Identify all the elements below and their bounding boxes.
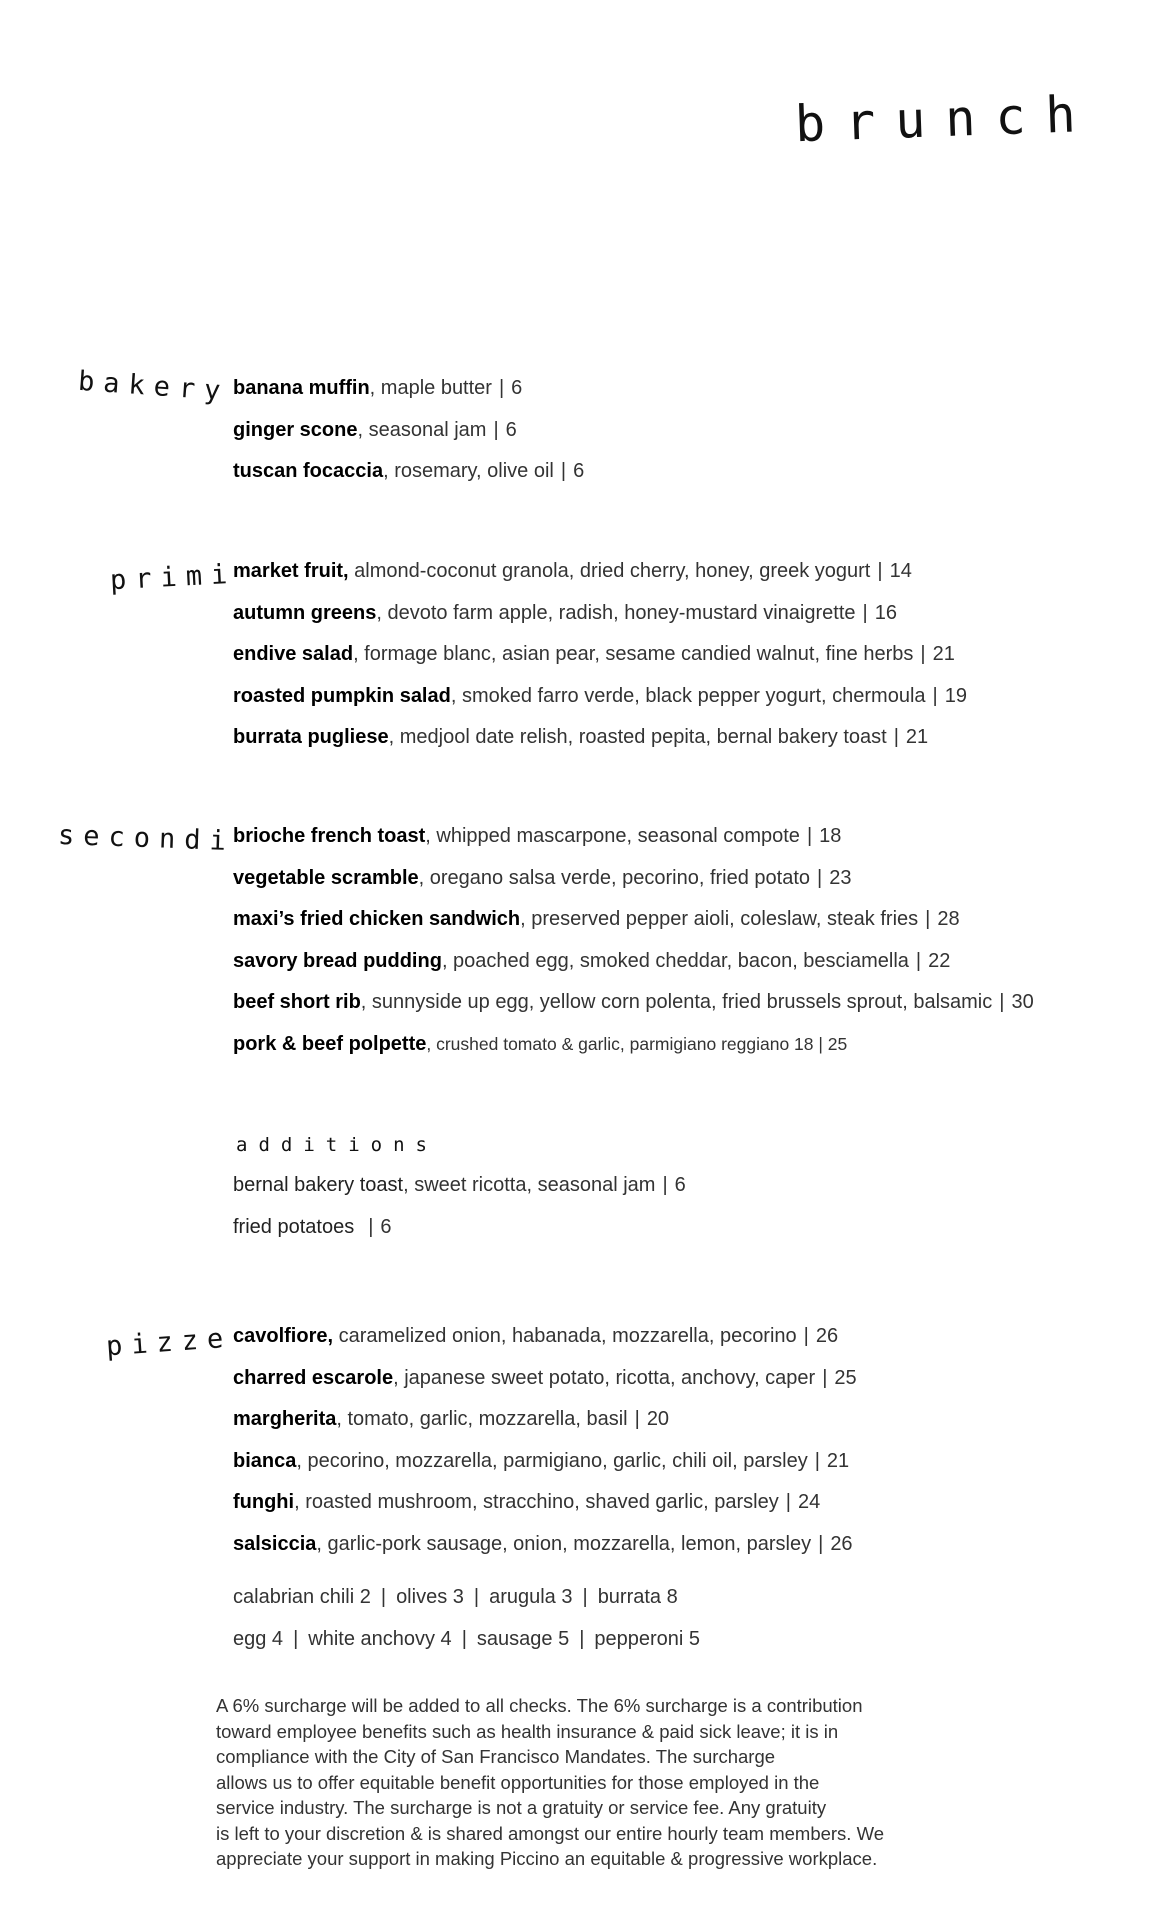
item-name: tuscan focaccia <box>233 460 384 482</box>
item-description: , tomato, garlic, mozzarella, basil <box>336 1408 628 1430</box>
item-description: caramelized onion, habanada, mozzarella, pecorino <box>333 1325 797 1347</box>
price-separator: | <box>806 825 813 847</box>
item-name: burrata pugliese <box>233 726 389 748</box>
section-label-bakery: bakery <box>77 365 231 408</box>
item-price: 24 <box>797 1491 821 1513</box>
price-separator: | <box>817 866 823 889</box>
menu-item <box>233 982 1034 1024</box>
item-name: brioche french toast <box>233 825 426 847</box>
surcharge-line: A 6% surcharge will be added to all checks. The 6% surcharge is a contribution <box>216 1695 863 1716</box>
item-name: bianca <box>233 1449 297 1472</box>
item-price: 21 <box>932 643 955 665</box>
toppings-row <box>233 1618 700 1660</box>
item-price: 6 <box>674 1174 686 1196</box>
item-name: market fruit, <box>233 560 349 582</box>
item-description: , crushed tomato & garlic, parmigiano reggiano 18 | 25 <box>426 1033 848 1054</box>
menu-item <box>233 858 1034 900</box>
surcharge-line: toward employee benefits such as health insurance & paid sick leave; it is in <box>216 1720 839 1742</box>
item-name: fried potatoes <box>233 1215 355 1238</box>
pizze-section <box>233 1316 857 1565</box>
item-name: savory bread pudding <box>233 949 442 972</box>
price-separator: | <box>999 991 1005 1013</box>
item-price: 19 <box>944 684 967 707</box>
item-name: cavolfiore, <box>233 1325 334 1347</box>
topping-separator: | <box>579 1628 585 1650</box>
item-name: funghi <box>233 1491 295 1513</box>
item-price: 26 <box>830 1532 853 1555</box>
item-description: almond-coconut granola, dried cherry, honey, greek yogurt <box>348 560 871 582</box>
price-separator: | <box>822 1366 828 1389</box>
item-name: banana muffin <box>233 377 370 399</box>
topping: arugula 3 <box>489 1586 573 1608</box>
price-separator: | <box>803 1325 809 1347</box>
item-description: , garlic-pork sausage, onion, mozzarella, lemon, parsley <box>316 1532 812 1555</box>
price-separator: | <box>915 949 922 972</box>
item-description: , seasonal jam <box>357 418 487 441</box>
price-separator: | <box>920 643 926 665</box>
item-price: 26 <box>815 1325 839 1347</box>
additions-section <box>233 1165 686 1248</box>
menu-item <box>233 1358 857 1400</box>
item-description: , devoto farm apple, radish, honey-mustard vinaigrette <box>376 601 856 624</box>
price-separator: | <box>877 560 883 582</box>
item-name: margherita <box>233 1408 337 1430</box>
topping: egg 4 <box>233 1628 284 1650</box>
price-separator: | <box>493 418 499 441</box>
section-label-secondi: secondi <box>57 819 236 858</box>
menu-item <box>233 1207 686 1249</box>
menu-item <box>233 634 967 676</box>
price-separator: | <box>893 726 899 748</box>
item-description: , whipped mascarpone, seasonal compote <box>425 825 800 847</box>
item-description: , pecorino, mozzarella, parmigiano, garlic, chili oil, parsley <box>296 1449 808 1472</box>
item-price: 21 <box>826 1449 850 1472</box>
surcharge-line: allows us to offer equitable benefit opportunities for those employed in the <box>216 1771 820 1793</box>
item-name: beef short rib <box>233 991 361 1013</box>
topping-separator: | <box>473 1586 480 1608</box>
item-name: salsiccia <box>233 1532 317 1555</box>
item-price: 28 <box>937 908 960 930</box>
item-description: , maple butter <box>369 377 492 399</box>
item-description: , formage blanc, asian pear, sesame candied walnut, fine herbs <box>353 643 914 665</box>
item-name: bernal bakery toast <box>233 1174 404 1196</box>
item-price: 30 <box>1011 991 1034 1013</box>
item-price: 6 <box>573 460 585 482</box>
menu-item <box>233 676 967 718</box>
topping: burrata 8 <box>597 1586 678 1608</box>
surcharge-line: is left to your discretion & is shared amongst our entire hourly team members. We <box>216 1822 884 1844</box>
item-name: roasted pumpkin salad <box>233 684 451 707</box>
topping: pepperoni 5 <box>594 1628 701 1650</box>
section-label-pizze: pizze <box>105 1322 234 1363</box>
price-separator: | <box>818 1532 824 1555</box>
item-name: ginger scone <box>233 418 358 441</box>
price-separator: | <box>368 1215 374 1238</box>
menu-item <box>233 1399 857 1441</box>
menu-item <box>233 1316 857 1358</box>
item-price: 23 <box>829 866 852 889</box>
item-description: , rosemary, olive oil <box>383 460 554 482</box>
item-description: , smoked farro verde, black pepper yogurt, chermoula <box>450 684 926 707</box>
item-price: 6 <box>505 418 517 441</box>
item-name: autumn greens <box>233 601 377 624</box>
item-price: 6 <box>511 377 523 399</box>
menu-item <box>233 899 1034 941</box>
topping-separator: | <box>582 1586 588 1608</box>
topping-separator: | <box>380 1586 387 1608</box>
pizza-toppings <box>233 1576 700 1660</box>
topping: white anchovy 4 <box>308 1628 452 1650</box>
price-separator: | <box>498 377 505 399</box>
surcharge-line: compliance with the City of San Francisco Mandates. The surcharge <box>216 1746 776 1767</box>
topping-separator: | <box>293 1628 299 1650</box>
price-separator: | <box>814 1449 820 1472</box>
item-price: 18 <box>819 825 842 847</box>
price-separator: | <box>662 1174 668 1196</box>
item-name: maxi’s fried chicken sandwich <box>233 908 521 930</box>
price-separator: | <box>634 1408 640 1430</box>
menu-item <box>233 1024 1034 1066</box>
item-price: 21 <box>905 726 929 748</box>
item-description: , sweet ricotta, seasonal jam <box>403 1174 656 1196</box>
section-label-additions: additions <box>236 1134 438 1156</box>
menu-item <box>233 551 967 593</box>
section-label-primi: primi <box>109 558 238 597</box>
item-price: 22 <box>928 949 951 972</box>
menu-item <box>233 1441 857 1483</box>
topping-separator: | <box>461 1628 467 1650</box>
price-separator: | <box>862 601 868 624</box>
menu-item <box>233 816 1034 858</box>
menu-item <box>233 1165 686 1207</box>
bakery-section <box>233 368 584 493</box>
menu-item <box>233 451 584 493</box>
item-description: , medjool date relish, roasted pepita, bernal bakery toast <box>388 726 887 748</box>
menu-item <box>233 1524 857 1566</box>
item-description: , sunnyside up egg, yellow corn polenta, fried brussels sprout, balsamic <box>360 991 993 1013</box>
topping: olives 3 <box>396 1586 464 1608</box>
item-description: , poached egg, smoked cheddar, bacon, besciamella <box>441 949 909 972</box>
item-name: endive salad <box>233 643 354 665</box>
menu-item <box>233 717 967 759</box>
item-description: , oregano salsa verde, pecorino, fried potato <box>418 866 811 889</box>
price-separator: | <box>785 1491 791 1513</box>
menu-item <box>233 368 584 410</box>
surcharge-line: appreciate your support in making Piccino an equitable & progressive workplace. <box>216 1848 878 1869</box>
item-price: 25 <box>834 1366 857 1389</box>
menu-item <box>233 593 967 635</box>
item-description: , japanese sweet potato, ricotta, anchovy, caper <box>393 1366 816 1389</box>
menu-item <box>233 941 1034 983</box>
price-separator: | <box>560 460 567 482</box>
price-separator: | <box>932 684 938 707</box>
item-description: , roasted mushroom, stracchino, shaved garlic, parsley <box>294 1491 779 1513</box>
primi-section <box>233 551 967 759</box>
topping: calabrian chili 2 <box>233 1586 371 1608</box>
item-price: 16 <box>874 601 897 624</box>
menu-item <box>233 410 584 452</box>
toppings-row <box>233 1576 700 1618</box>
topping: sausage 5 <box>476 1628 570 1650</box>
item-price: 14 <box>889 560 912 582</box>
item-description: , preserved pepper aioli, coleslaw, steak fries <box>520 908 919 930</box>
surcharge-line: service industry. The surcharge is not a gratuity or service fee. Any gratuity <box>216 1797 827 1818</box>
item-price: 6 <box>380 1215 392 1238</box>
page-title: brunch <box>794 84 1097 154</box>
item-name: vegetable scramble <box>233 866 419 889</box>
item-name: charred escarole <box>233 1366 394 1389</box>
item-name: pork & beef polpette <box>233 1032 427 1055</box>
item-price: 20 <box>646 1408 670 1430</box>
surcharge-notice <box>216 1693 916 1872</box>
secondi-section <box>233 816 1034 1065</box>
menu-item <box>233 1482 857 1524</box>
price-separator: | <box>925 908 931 930</box>
